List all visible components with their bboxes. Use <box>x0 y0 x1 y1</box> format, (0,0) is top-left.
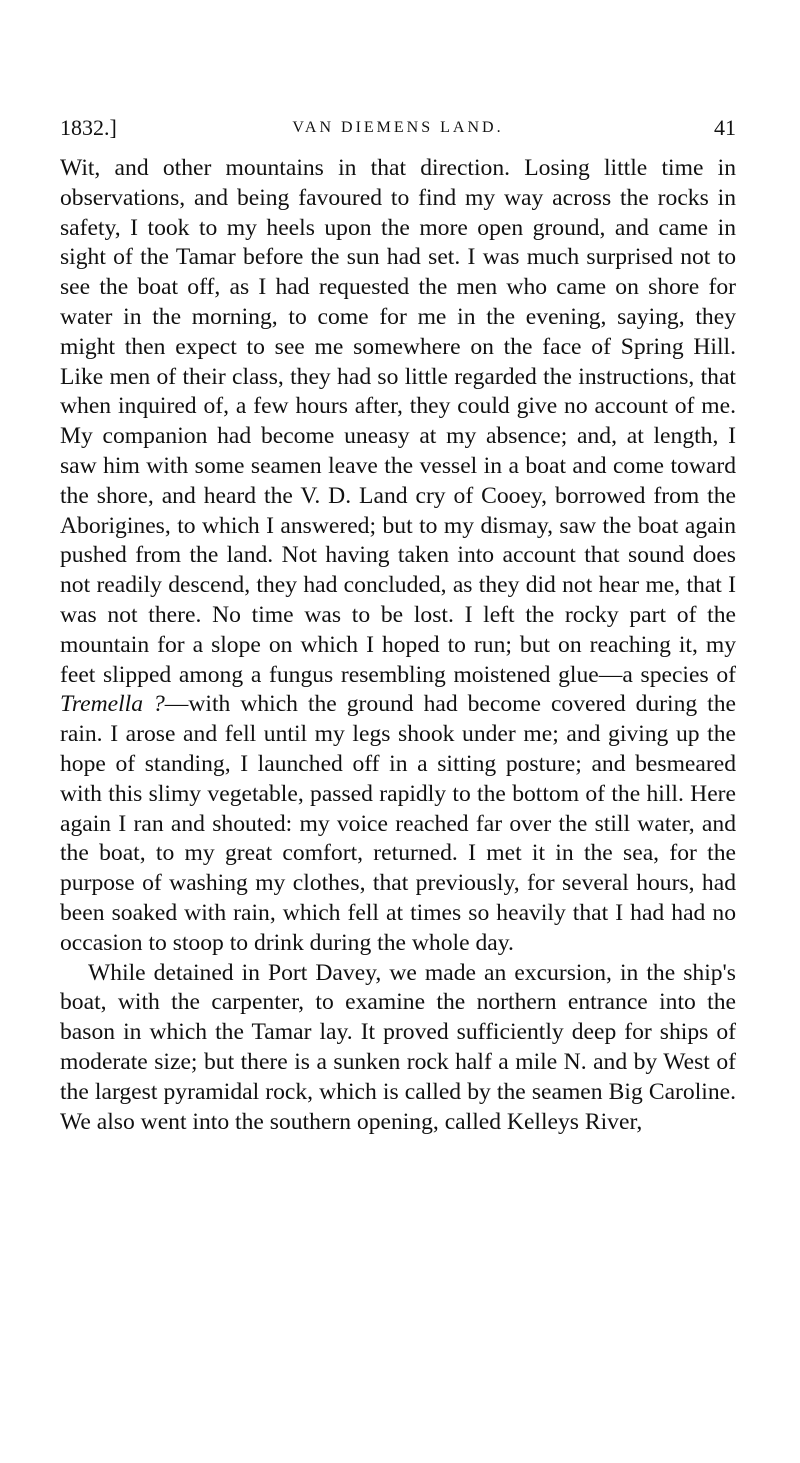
paragraph-text: —with which the ground had become covered during the rain. I arose and fell until my legs shook under me; and giving up the hope of standing, I launched off in a sitting posture; and besmeared with this slimy vegetable, passed rapidly to the bottom of the hill. Here again I ran and shouted: my voice reached far over the still water, and the boat, to my great comfort, returned. I met it in the sea, for the purpose of washing my clothes, that previously, for several hours, had been soaked with rain, which fell at times so heavily that I had had no occasion to stoop to drink during the whole day. <box>60 691 736 956</box>
paragraph-continued <box>60 154 736 959</box>
page-number: 41 <box>714 115 736 140</box>
species-name: Tremella ? <box>60 691 165 718</box>
running-head-year: 1832.] <box>60 115 117 140</box>
running-head <box>60 108 736 148</box>
running-head-title: VAN DIEMENS LAND. <box>292 119 504 136</box>
paragraph-text: Wit, and other mountains in that direction. Losing little time in observations, and being favoured to find my way across the rocks in safety, I took to my heels upon the more open ground, and came in sight of the Tamar before the sun had set. I was much surprised not to see the boat off, as I had requested the men who came on shore for water in the morning, to come for me in the evening, saying, they might then expect to see me somewhere on the face of Spring Hill. Like men of their class, they had so little regarded the instructions, that when inquired of, a few hours after, they could give no account of me. My companion had become uneasy at my absence; and, at length, I saw him with some seamen leave the vessel in a boat and come toward the shore, and heard the V. D. Land cry of Cooey, borrowed from the Aborigines, to which I answered; but to my dismay, saw the boat again pushed from the land. Not having taken into account that sound does not readily descend, they had concluded, as they did not hear me, that I was not there. No time was to be lost. I left the rocky part of the mountain for a slope on which I hoped to run; but on reaching it, my feet slipped among a fungus resembling moistened glue—a species of <box>60 155 736 688</box>
paragraph: While detained in Port Davey, we made an excursion, in the ship's boat, with the carpenter, to examine the northern entrance into the bason in which the Tamar lay. It proved sufficiently deep for ships of moderate size; but there is a sunken rock half a mile N. and by West of the largest pyramidal rock, which is called by the seamen Big Caroline. We also went into the southern opening, called Kelleys River, <box>60 959 736 1135</box>
book-page <box>60 108 736 1137</box>
body-text <box>60 154 736 1137</box>
